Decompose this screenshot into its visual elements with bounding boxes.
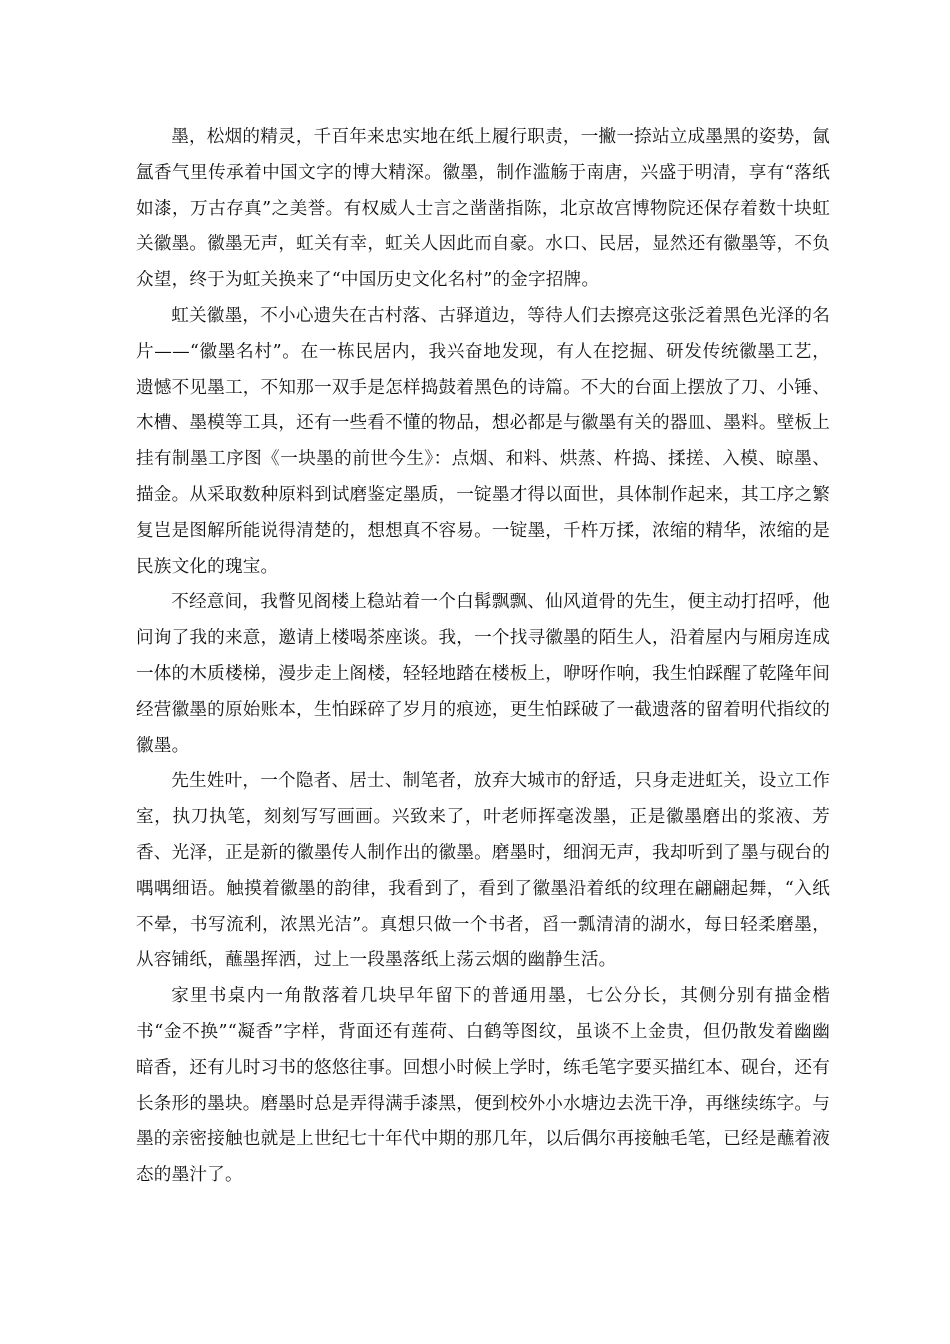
paragraph-5: 家里书桌内一角散落着几块早年留下的普通用墨，七公分长，其侧分别有描金楷书“金不换”“凝香”字样，背面还有莲荷、白鹤等图纹，虽谈不上金贵，但仍散发着幽幽暗香，还有儿时习书的悠悠往事。回想小时候上学时，练毛笔字要买描红本、砚台，还有长条形的墨块。磨墨时总是弄得满手漆黑，便到校外小水塘边去洗干净，再继续练字。与墨的亲密接触也就是上世纪七十年代中期的那几年，以后偶尔再接触毛笔，已经是蘸着液态的墨汁了。 [136,986,830,1186]
document-body [136,120,830,1194]
paragraph-3: 不经意间，我瞥见阁楼上稳站着一个白髯飘飘、仙风道骨的先生，便主动打招呼，他问询了我的来意，邀请上楼喝茶座谈。我，一个找寻徽墨的陌生人，沿着屋内与厢房连成一体的木质楼梯，漫步走上阁楼，轻轻地踏在楼板上，咿呀作响，我生怕踩醒了乾隆年间经营徽墨的原始账本，生怕踩碎了岁月的痕迹，更生怕踩破了一截遗落的留着明代指纹的徽墨。 [136,592,830,756]
paragraph-2: 虹关徽墨，不小心遗失在古村落、古驿道边，等待人们去擦亮这张泛着黑色光泽的名片——“徽墨名村”。在一栋民居内，我兴奋地发现，有人在挖掘、研发传统徽墨工艺，遗憾不见墨工，不知那一双手是怎样捣鼓着黑色的诗篇。不大的台面上摆放了刀、小锤、木槽、墨模等工具，还有一些看不懂的物品，想必都是与徽墨有关的器皿、墨料。壁板上挂有制墨工序图《一块墨的前世今生》：点烟、和料、烘蒸、杵捣、揉搓、入模、晾墨、描金。从采取数种原料到试磨鉴定墨质，一锭墨才得以面世，具体制作起来，其工序之繁复岂是图解所能说得清楚的，想想真不容易。一锭墨，千杵万揉，浓缩的精华，浓缩的是民族文化的瑰宝。 [136,305,830,577]
paragraph-1: 墨，松烟的精灵，千百年来忠实地在纸上履行职责，一撇一捺站立成墨黑的姿势，氤氲香气里传承着中国文字的博大精深。徽墨，制作滥觞于南唐，兴盛于明清，享有“落纸如漆，万古存真”之美誉。有权威人士言之凿凿指陈，北京故宫博物院还保存着数十块虹关徽墨。徽墨无声，虹关有幸，虹关人因此而自豪。水口、民居，显然还有徽墨等，不负众望，终于为虹关换来了“中国历史文化名村”的金字招牌。 [136,127,830,291]
paragraph-4: 先生姓叶，一个隐者、居士、制笔者，放弃大城市的舒适，只身走进虹关，设立工作室，执刀执笔，刻刻写写画画。兴致来了，叶老师挥毫泼墨，正是徽墨磨出的浆液、芳香、光泽，正是新的徽墨传人制作出的徽墨。磨墨时，细润无声，我却听到了墨与砚台的喁喁细语。触摸着徽墨的韵律，我看到了，看到了徽墨沿着纸的纹理在翩翩起舞，“入纸不晕，书写流利，浓黑光洁”。真想只做一个书者，舀一瓢清清的湖水，每日轻柔磨墨，从容铺纸，蘸墨挥洒，过上一段墨落纸上荡云烟的幽静生活。 [136,771,830,971]
